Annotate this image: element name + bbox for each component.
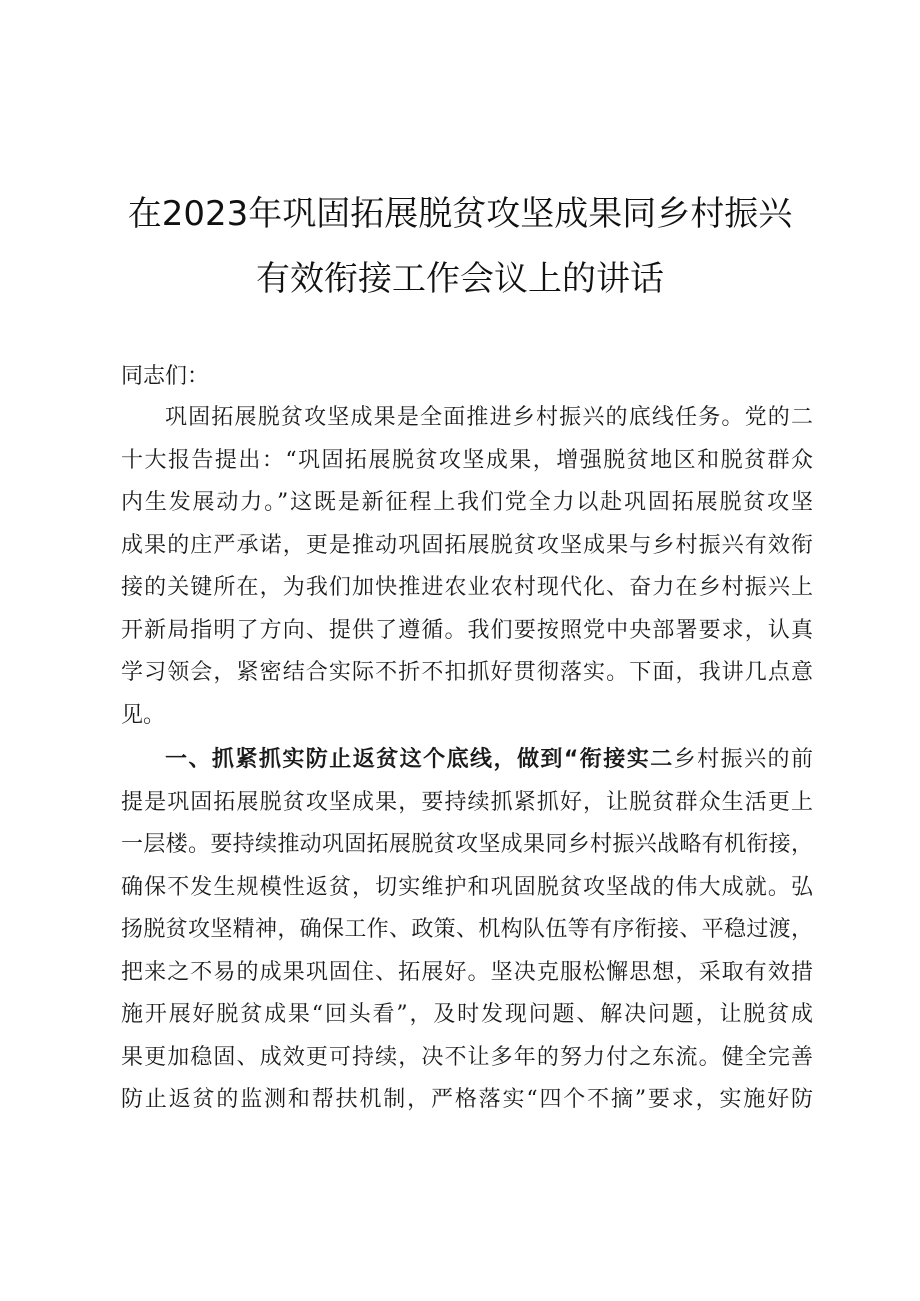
salutation: 同志们： xyxy=(121,364,210,389)
document-title-line-1: 在2023年巩固拓展脱贫攻坚成果同乡村振兴 xyxy=(127,194,793,234)
paragraph-2-first-line xyxy=(121,739,813,782)
paragraph-2-line: 提是巩固拓展脱贫攻坚成果，要持续抓紧抓好，让脱贫群众生活更上 xyxy=(121,789,813,815)
paragraph-2-line: 果更加稳固、成效更可持续，决不让多年的努力付之东流。健全完善 xyxy=(121,1044,813,1070)
paragraph-2-line: 扬脱贫攻坚精神，确保工作、政策、机构队伍等有序衔接、平稳过渡， xyxy=(121,917,813,942)
paragraph-1-line: 开新局指明了方向、提供了遵循。我们要按照党中央部署要求，认真 xyxy=(121,617,813,643)
paragraph-1-line: 巩固拓展脱贫攻坚成果是全面推进乡村振兴的底线任务。党的二 xyxy=(165,405,813,430)
paragraph-1-line: 学习领会，紧密结合实际不折不扣抓好贯彻落实。下面，我讲几点意 xyxy=(121,660,813,685)
paragraph-2-line: 一层楼。要持续推动巩固拓展脱贫攻坚成果同乡村振兴战略有机衔接， xyxy=(121,832,813,857)
paragraph-2-line: 把来之不易的成果巩固住、拓展好。坚决克服松懈思想，采取有效措 xyxy=(121,959,813,985)
paragraph-1-line: 内生发展动力。”这既是新征程上我们党全力以赴巩固拓展脱贫攻坚 xyxy=(121,490,813,515)
section-heading: 一、抓紧抓实防止返贫这个底线，做到“衔接实二 xyxy=(165,747,674,772)
paragraph-1-line: 成果的庄严承诺，更是推动巩固拓展脱贫攻坚成果与乡村振兴有效衔 xyxy=(121,532,813,558)
paragraph-1 xyxy=(121,397,813,737)
paragraph-2 xyxy=(121,739,813,1122)
paragraph-2-line: 确保不发生规模性返贫，切实维护和巩固脱贫攻坚战的伟大成就。弘 xyxy=(121,874,813,900)
paragraph-1-line: 十大报告提出：“巩固拓展脱贫攻坚成果，增强脱贫地区和脱贫群众 xyxy=(121,447,813,473)
paragraph-2-line: 施开展好脱贫成果“回头看”，及时发现问题、解决问题，让脱贫成 xyxy=(121,1002,813,1027)
paragraph-2-first-line-rest: 乡村振兴的前 xyxy=(673,747,813,772)
paragraph-2-line: 防止返贫的监测和帮扶机制，严格落实“四个不摘”要求，实施好防 xyxy=(121,1087,813,1112)
document-title-line-2: 有效衔接工作会议上的讲话 xyxy=(256,259,664,299)
paragraph-1-line: 接的关键所在，为我们加快推进农业农村现代化、奋力在乡村振兴上 xyxy=(121,575,813,600)
paragraph-1-line: 见。 xyxy=(121,702,166,728)
